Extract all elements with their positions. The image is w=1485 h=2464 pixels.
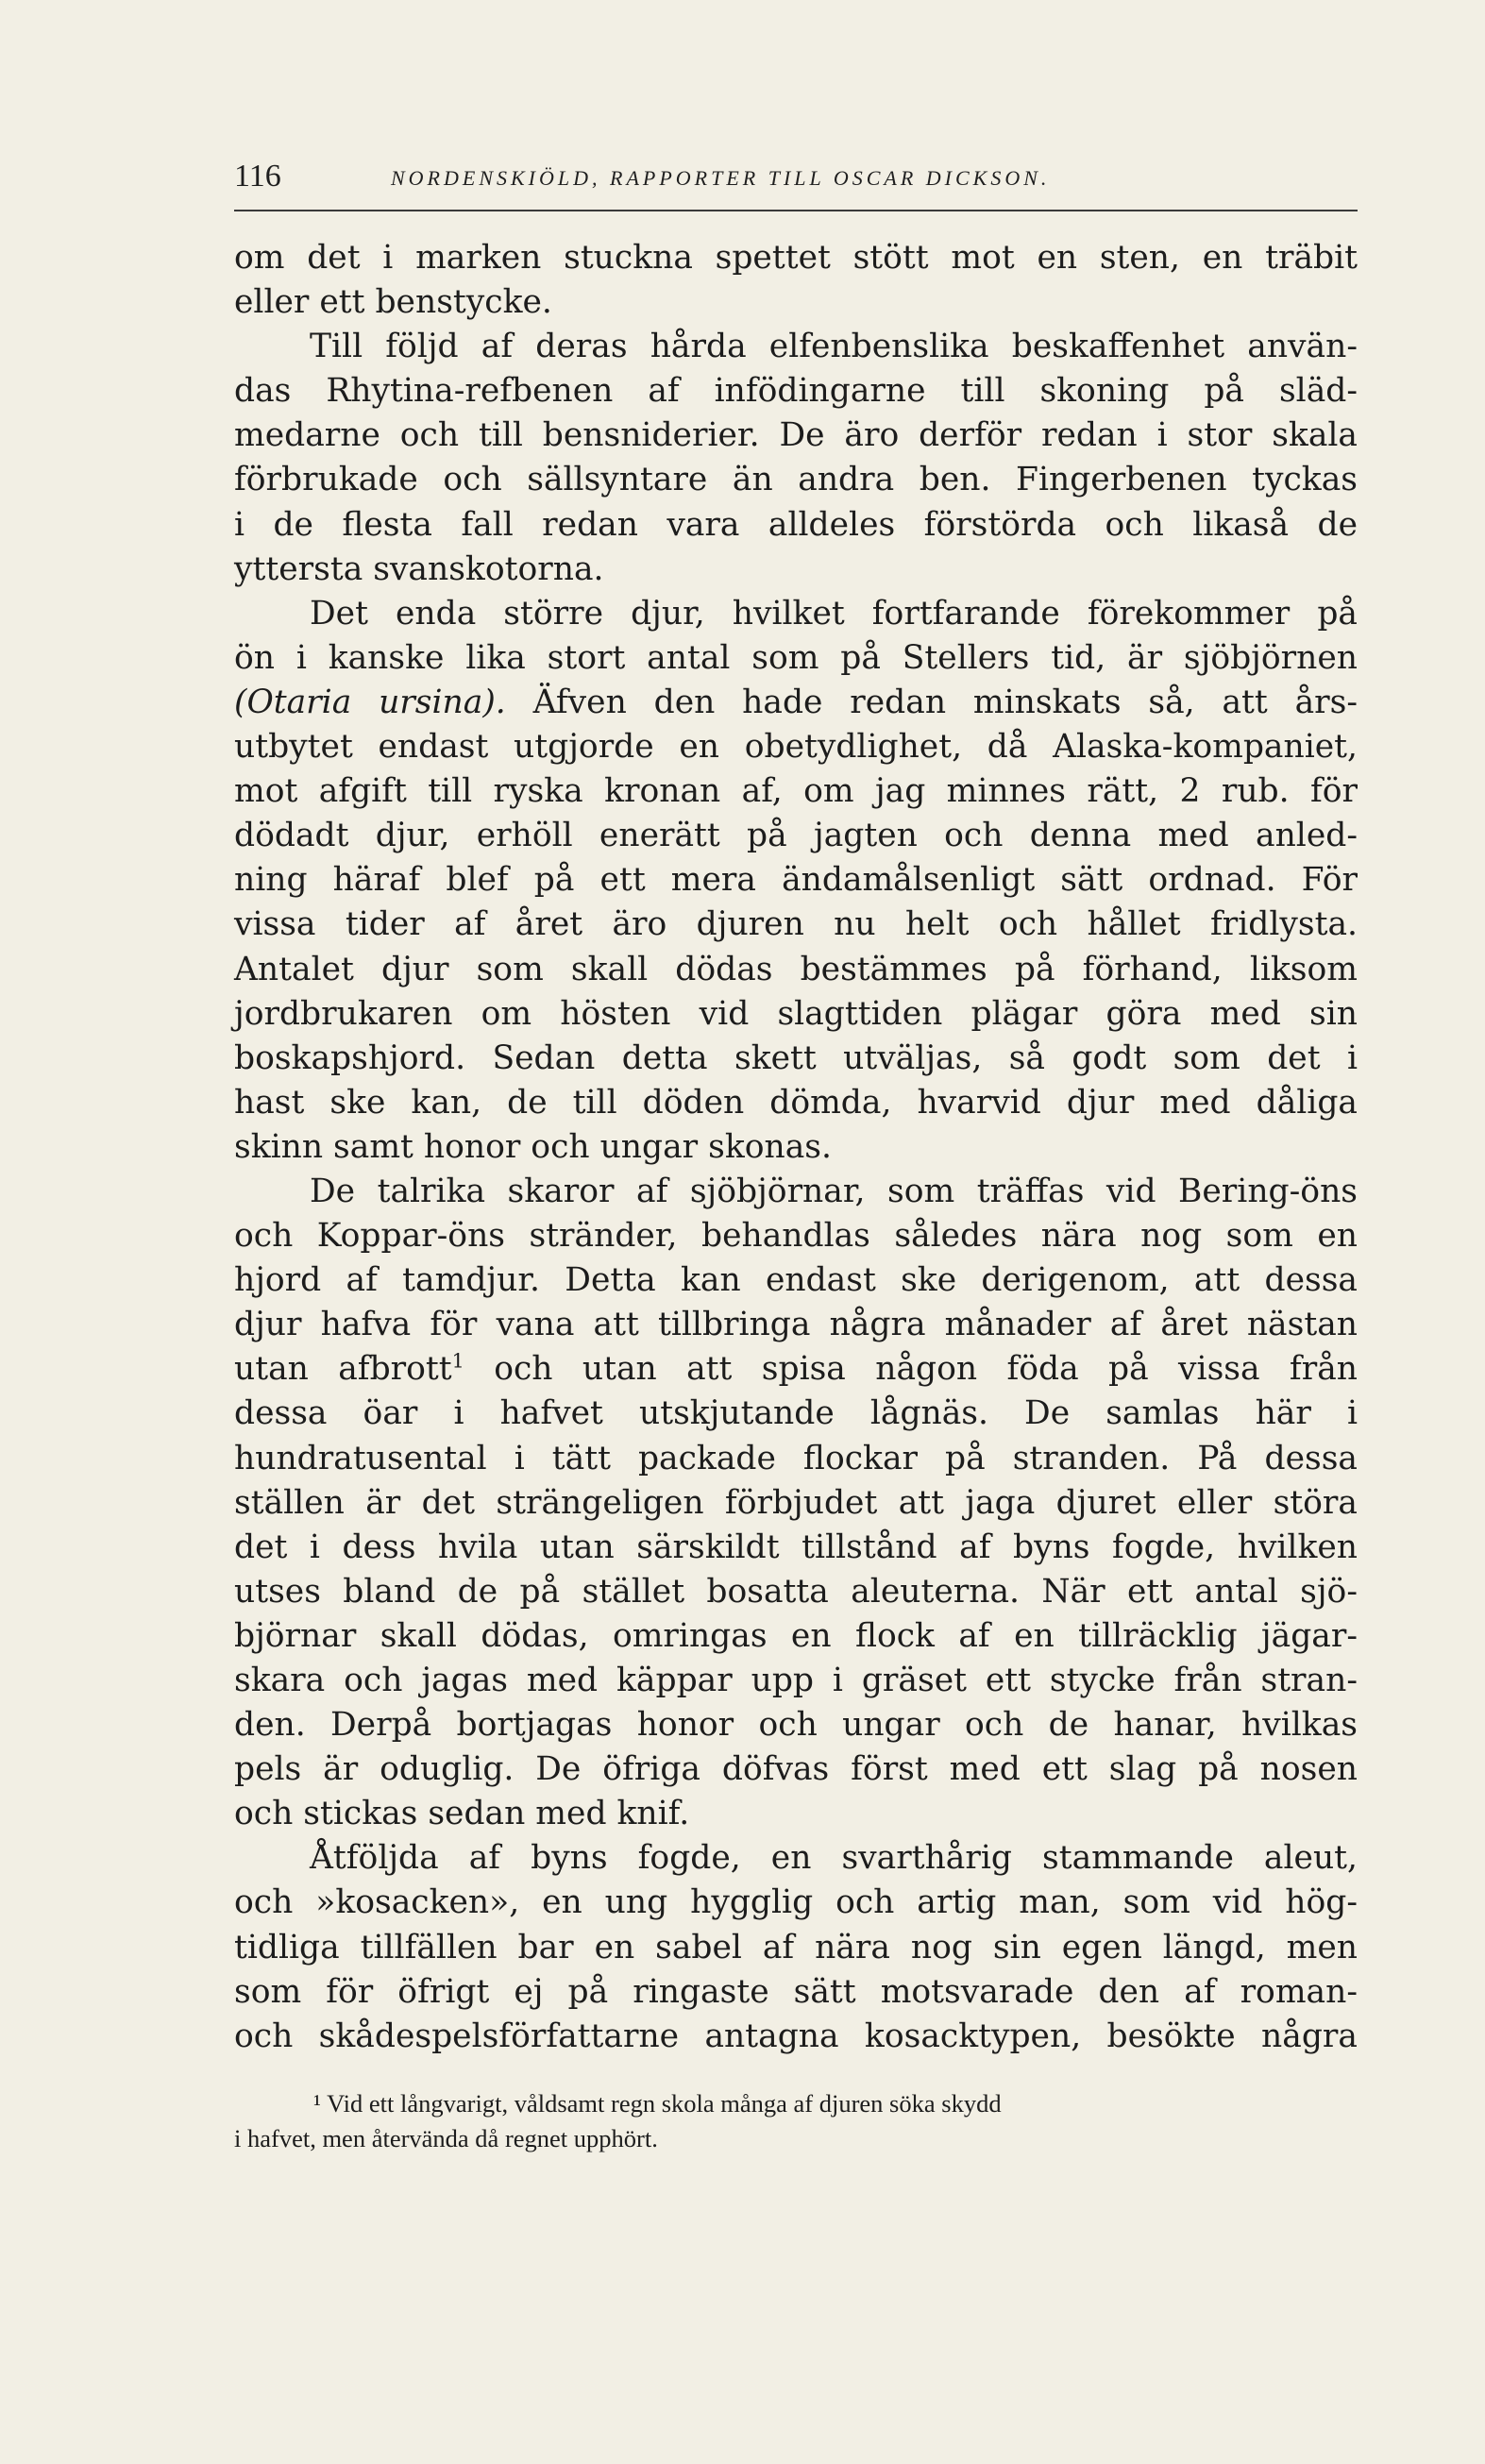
running-head: NORDENSKIÖLD, RAPPORTER TILL OSCAR DICKSON. (391, 166, 1051, 190)
page-number: 116 (234, 159, 281, 194)
text-line: den. Derpå bortjagas honor och ungar och de hanar, hvilkas (234, 1706, 1358, 1745)
text-line: yttersta svanskotorna. (234, 549, 604, 588)
footnote-reference: 1 (451, 1349, 464, 1373)
text-line: björnar skall dödas, omringas en flock af en tillräcklig jägar- (234, 1616, 1358, 1655)
footnote-marker: ¹ (313, 2089, 321, 2118)
footnote (234, 2086, 1358, 2156)
text-line: dödadt djur, erhöll enerätt på jagten och denna med anled- (234, 817, 1358, 855)
footnote-text-1: Vid ett långvarigt, våldsamt regn skola många af djuren söka skydd (327, 2089, 1002, 2118)
line-text: och utan att spisa någon föda på vissa från (464, 1350, 1358, 1389)
text-line: mot afgift till ryska kronan af, om jag minnes rätt, 2 rub. för (234, 772, 1358, 811)
text-line (234, 681, 1358, 725)
text-line: ning häraf blef på ett mera ändamålsenligt sätt ordnad. För (234, 861, 1358, 900)
page-header (234, 159, 1358, 196)
text-line: jordbrukaren om hösten vid slagttiden plägar göra med sin (234, 994, 1358, 1033)
text-line: som för öfrigt ej på ringaste sätt motsvarade den af roman- (234, 1972, 1358, 2011)
text-line: i de flesta fall redan vara alldeles förstörda och likaså de (234, 505, 1358, 544)
footnote-line (234, 2086, 1358, 2121)
line-text: Äfven den hade redan minskats så, att års- (505, 683, 1358, 721)
body-text (234, 236, 1358, 2059)
text-line: medarne och till bensniderier. De äro derför redan i stor skala (234, 416, 1358, 455)
text-line: das Rhytina-refbenen af infödingarne till skoning på släd- (234, 372, 1358, 411)
text-line: utbytet endast utgjorde en obetydlighet, då Alaska-kompaniet, (234, 728, 1358, 767)
text-line: pels är oduglig. De öfriga döfvas först med ett slag på nosen (234, 1750, 1358, 1789)
text-line: tidliga tillfällen bar en sabel af nära nog sin egen längd, men (234, 1928, 1358, 1966)
text-line: ön i kanske lika stort antal som på Stellers tid, är sjöbjörnen (234, 638, 1358, 677)
species-name: (Otaria ursina). (234, 683, 506, 721)
footnote-line: i hafvet, men återvända då regnet upphört. (234, 2124, 658, 2152)
text-line: om det i marken stuckna spettet stött mot en sten, en träbit (234, 239, 1358, 277)
text-line: Till följd af deras hårda elfenbenslika beskaffenhet använ- (310, 328, 1358, 366)
text-line: boskapshjord. Sedan detta skett utväljas, så godt som det i (234, 1038, 1358, 1077)
text-line: och »kosacken», en ung hygglig och artig man, som vid hög- (234, 1883, 1358, 1922)
text-line: Åtföljda af byns fogde, en svarthårig stammande aleut, (310, 1839, 1358, 1878)
text-line: vissa tider af året äro djuren nu helt och hållet fridlysta. (234, 905, 1358, 944)
text-line: hjord af tamdjur. Detta kan endast ske derigenom, att dessa (234, 1261, 1358, 1300)
text-line: De talrika skaror af sjöbjörnar, som träffas vid Bering-öns (310, 1172, 1358, 1210)
text-line: eller ett benstycke. (234, 283, 552, 322)
text-line: djur hafva för vana att tillbringa några månader af året nästan (234, 1306, 1358, 1344)
text-line: och skådespelsförfattarne antagna kosacktypen, besökte några (234, 2017, 1358, 2055)
header-rule (234, 210, 1358, 211)
text-line: och Koppar-öns stränder, behandlas således nära nog som en (234, 1217, 1358, 1256)
text-line: ställen är det strängeligen förbjudet att jaga djuret eller störa (234, 1483, 1358, 1522)
text-line: skara och jagas med käppar upp i gräset ett stycke från stran- (234, 1662, 1358, 1699)
text-line: förbrukade och sällsyntare än andra ben. Fingerbenen tyckas (234, 461, 1358, 499)
text-line: dessa öar i hafvet utskjutande lågnäs. De samlas här i (234, 1394, 1358, 1433)
text-line: utses bland de på stället bosatta aleuterna. När ett antal sjö- (234, 1572, 1358, 1611)
text-line: Det enda större djur, hvilket fortfarande förekommer på (310, 594, 1358, 633)
text-line (234, 1347, 1358, 1392)
text-line: skinn samt honor och ungar skonas. (234, 1127, 832, 1166)
text-line: Antalet djur som skall dödas bestämmes på förhand, liksom (234, 950, 1358, 988)
text-line: och stickas sedan med knif. (234, 1795, 690, 1833)
text-line: hast ske kan, de till döden dömda, hvarvid djur med dåliga (234, 1083, 1358, 1122)
text-line: hundratusental i tätt packade flockar på stranden. På dessa (234, 1439, 1358, 1477)
line-text: utan afbrott (234, 1350, 452, 1389)
text-line: det i dess hvila utan särskildt tillstånd af byns fogde, hvilken (234, 1527, 1358, 1566)
